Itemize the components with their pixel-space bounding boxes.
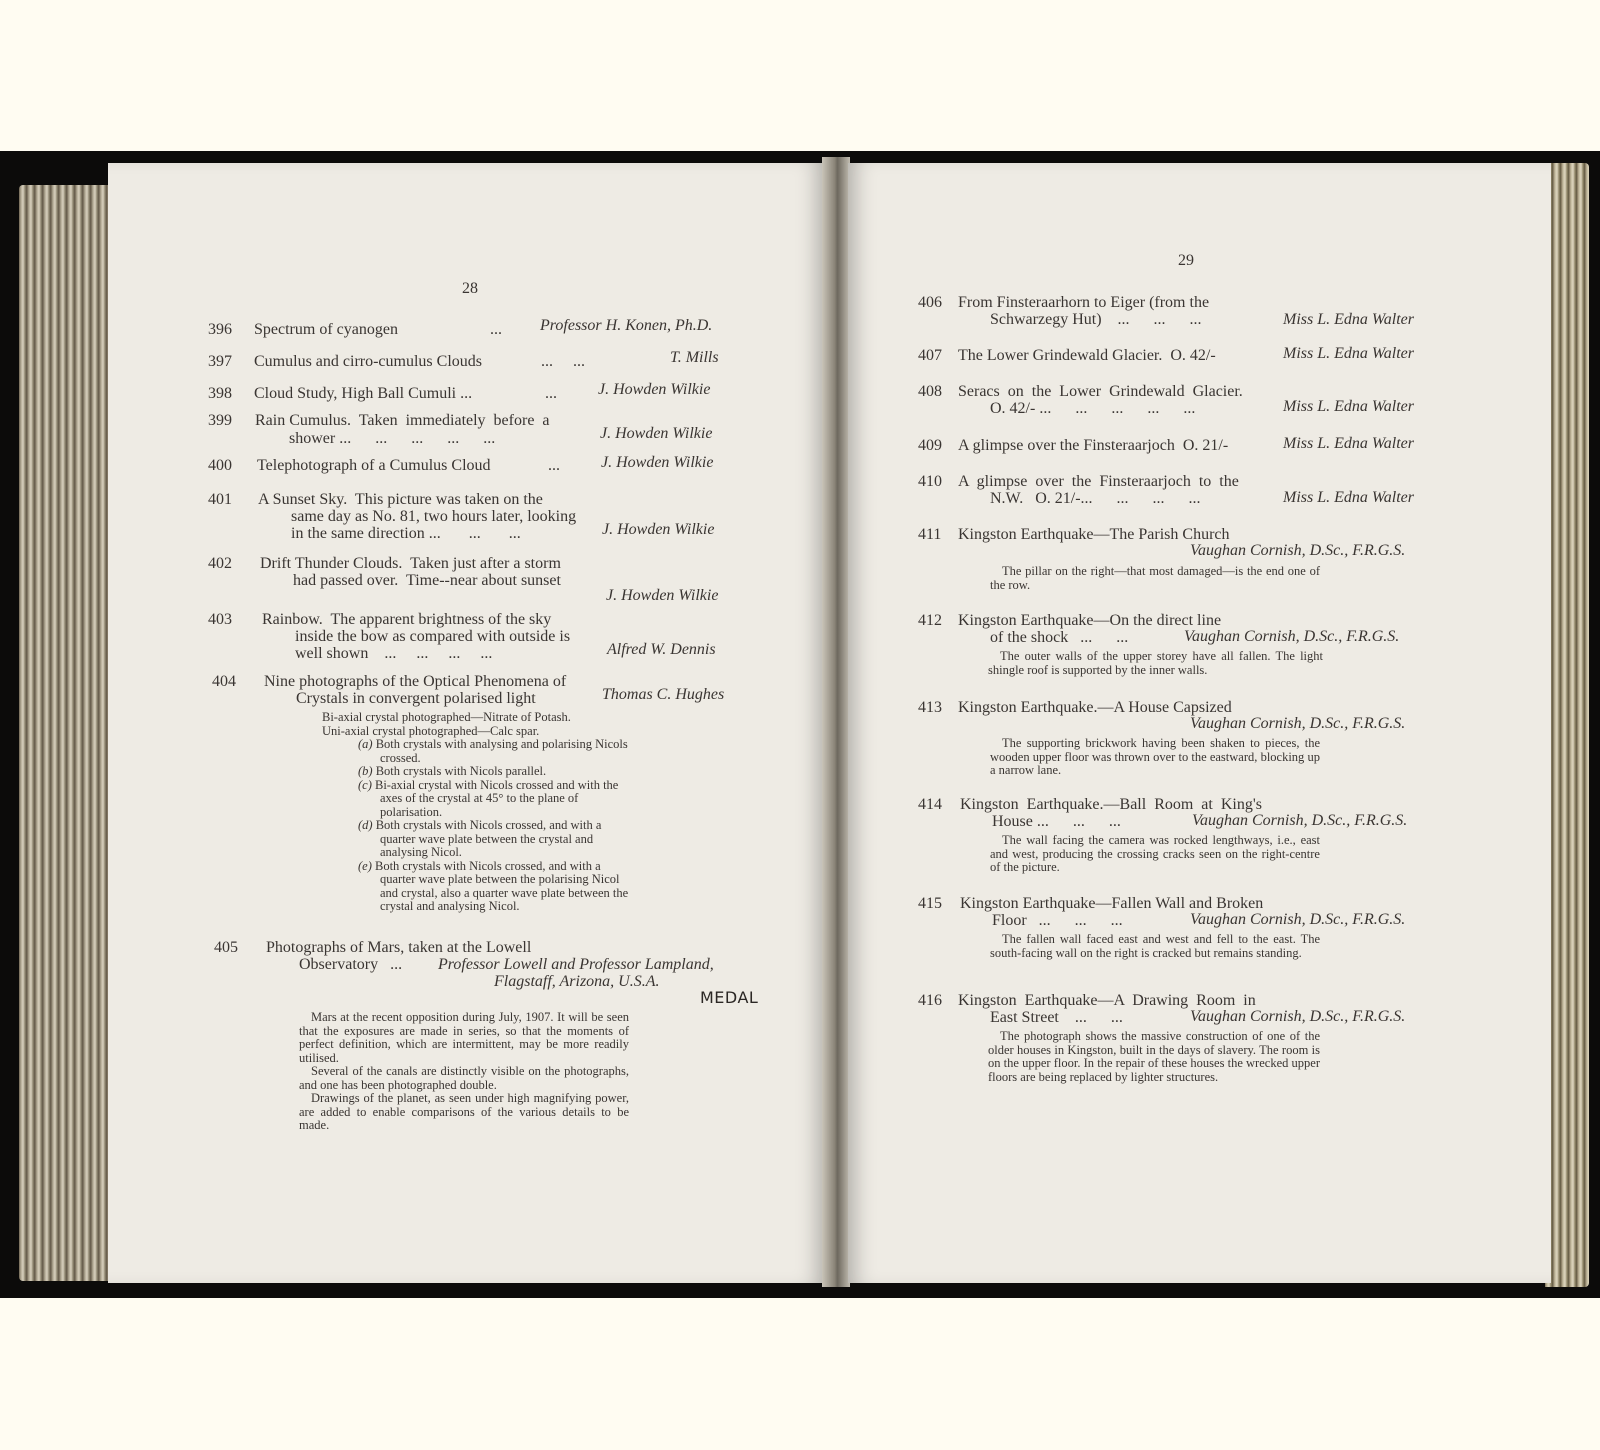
catalogue-entry [918,895,1548,981]
entry-number: 401 [208,491,232,508]
entry-title: Rainbow. The apparent brightness of the sky [262,611,552,628]
entry-number: 406 [918,294,942,311]
entry-continuation: O. 42/- ... ... ... ... ... [990,400,1196,417]
entry-number: 405 [214,939,238,956]
note-sub-item: (b) Both crystals with Nicols parallel. [358,764,547,778]
entry-title: Rain Cumulus. Taken immediately before a [255,412,550,429]
entry-title: Photographs of Mars, taken at the Lowell [266,939,532,956]
left-page [108,163,824,1283]
note-line: Bi-axial crystal photographed—Nitrate of Potash. [322,710,571,724]
entry-continuation: well shown ... ... ... ... [295,645,493,662]
entry-continuation: of the shock ... ... [990,629,1129,646]
entry-author: Vaughan Cornish, D.Sc., F.R.G.S. [1190,715,1406,732]
entry-title: A glimpse over the Finsteraarjoch O. 21/- [958,437,1229,454]
entry-continuation: had passed over. Time--near about sunset [293,572,561,589]
catalogue-entry [918,526,1548,596]
entry-continuation: in the same direction ... ... ... [291,525,521,542]
entry-number: 400 [208,457,232,474]
entry-author: Vaughan Cornish, D.Sc., F.R.G.S. [1190,911,1406,928]
entry-number: 407 [918,347,942,364]
catalogue-entry [918,796,1548,882]
entry-continuation: Observatory ... [299,956,403,973]
page-number: 29 [1178,252,1194,269]
entry-continuation: N.W. O. 21/-... ... ... ... [990,490,1201,507]
entry-title: A Sunset Sky. This picture was taken on the [258,491,543,508]
entry-author: Miss L. Edna Walter [1283,311,1414,328]
catalogue-entry [208,412,848,452]
entry-author: Alfred W. Dennis [607,641,716,658]
entry-author: Vaughan Cornish, D.Sc., F.R.G.S. [1184,628,1400,645]
entry-continuation: Crystals in convergent polarised light [296,690,536,707]
catalogue-entry [214,939,854,1139]
entry-number: 410 [918,473,942,490]
entry-title: Kingston Earthquake.—A House Capsized [958,699,1232,716]
entry-number: 413 [918,699,942,716]
catalogue-entry [918,437,1548,457]
entry-author: J. Howden Wilkie [606,587,719,604]
entry-continuation: House ... ... ... [992,813,1121,830]
entry-author: Miss L. Edna Walter [1283,398,1414,415]
entry-continuation: Floor ... ... ... [992,912,1123,929]
entry-title: Cloud Study, High Ball Cumuli ... [254,385,473,402]
book-gutter [822,157,850,1287]
entry-note [322,711,632,914]
entry-author: Professor H. Konen, Ph.D. [540,317,713,334]
entry-author: J. Howden Wilkie [602,521,715,538]
entry-author: Vaughan Cornish, D.Sc., F.R.G.S. [1192,812,1408,829]
entry-number: 397 [208,353,232,370]
entry-title: Nine photographs of the Optical Phenomena of [264,673,567,690]
entry-author: T. Mills [670,349,719,366]
entry-author: Vaughan Cornish, D.Sc., F.R.G.S. [1190,542,1406,559]
note-paragraph: Several of the canals are distinctly visible on the photographs, and one has been photographed double. [299,1064,629,1092]
catalogue-entry [208,317,848,341]
note-line: Uni-axial crystal photographed—Calc spar. [322,723,540,738]
entry-leader: ... [548,457,560,474]
note-sub-item: (d) Both crystals with Nicols crossed, and with a quarter wave plate between the crystal and analysing Nicol. [358,818,602,859]
entry-author: Professor Lowell and Professor Lampland, [438,956,714,973]
entry-number: 398 [208,385,232,402]
note-sub-item: (a) Both crystals with analysing and polarising Nicols crossed. [358,737,628,765]
entry-continuation: same day as No. 81, two hours later, looking [291,508,577,525]
entry-number: 402 [208,555,232,572]
note-sub-item: (e) Both crystals with Nicols crossed, and with a quarter wave plate between the polarising Nicol and crystal, also a quarter wave plate between the crystal and analysing Nicol. [358,858,629,913]
entry-continuation: shower ... ... ... ... ... [289,430,496,447]
entry-number: 416 [918,992,942,1009]
entry-title: Drift Thunder Clouds. Taken just after a storm [260,555,561,572]
entry-note: The fallen wall faced east and west and fell to the east. The south-facing wall on the right is cracked but remains standing. [990,932,1320,960]
note-sub-item: (c) Bi-axial crystal with Nicols crossed and with the axes of the crystal at 45° to the plane of polarisation. [358,777,619,819]
right-page-edges [1545,163,1589,1287]
entry-number: 411 [918,526,942,543]
entry-note: The photograph shows the massive construction of one of the older houses in Kingston, built in the days of slavery. The room is on the upper floor. In the repair of these houses the wrecked upper floors are being replaced by lighter structures. [988,1029,1320,1084]
entry-author: J. Howden Wilkie [601,454,714,471]
entry-leader: ... ... [541,353,585,370]
page-number: 28 [462,280,478,297]
catalogue-entry [208,555,848,611]
catalogue-entry [208,349,848,373]
entry-title: Telephotograph of a Cumulus Cloud [257,457,491,474]
entry-author: Miss L. Edna Walter [1283,435,1414,452]
catalogue-entry [918,699,1548,785]
entry-author-location: Flagstaff, Arizona, U.S.A. [494,973,660,990]
entry-number: 403 [208,611,232,628]
entry-title: A glimpse over the Finsteraarjoch to the [958,473,1239,490]
entry-author: Thomas C. Hughes [602,686,725,703]
catalogue-entry [918,612,1548,684]
entry-title: Kingston Earthquake—A Drawing Room in [958,992,1256,1009]
entry-title: Spectrum of cyanogen [254,321,398,338]
entry-title: From Finsteraarhorn to Eiger (from the [958,294,1210,311]
entry-number: 408 [918,383,942,400]
catalogue-entry [208,454,848,477]
entry-author: Vaughan Cornish, D.Sc., F.R.G.S. [1190,1008,1406,1025]
entry-number: 404 [212,673,236,690]
entry-number: 415 [918,895,942,912]
entry-author: J. Howden Wilkie [598,381,711,398]
entry-title: Kingston Earthquake—Fallen Wall and Broken [960,895,1264,912]
entry-number: 409 [918,437,942,454]
entry-title: The Lower Grindewald Glacier. O. 42/- [958,347,1216,364]
entry-continuation: East Street ... ... [990,1009,1123,1026]
entry-author: Miss L. Edna Walter [1283,489,1414,506]
entry-number: 399 [208,412,232,429]
catalogue-entry [918,294,1548,334]
catalogue-entry [918,473,1548,513]
medal-award: MEDAL [700,988,759,1007]
catalogue-entry [208,611,848,667]
entry-author: Miss L. Edna Walter [1283,345,1414,362]
left-page-edges [19,185,113,1281]
entry-note: The wall facing the camera was rocked lengthways, i.e., east and west, producing the crossing cracks seen on the right-centre of the picture. [990,833,1320,874]
catalogue-entry [208,381,848,405]
entry-title: Seracs on the Lower Grindewald Glacier. [958,383,1243,400]
entry-title: Kingston Earthquake—On the direct line [958,612,1222,629]
entry-title: Kingston Earthquake—The Parish Church [958,526,1230,543]
entry-leader: ... [490,321,502,338]
entry-continuation: inside the bow as compared with outside is [295,628,571,645]
entry-title: Kingston Earthquake.—Ball Room at King's [960,796,1262,813]
entry-note [299,1011,629,1133]
note-paragraph: Drawings of the planet, as seen under high magnifying power, are added to enable comparisons of the various details to be made. [299,1091,629,1132]
catalogue-entry [918,347,1548,367]
entry-number: 396 [208,321,232,338]
entry-note: The outer walls of the upper storey have all fallen. The light shingle roof is supported by the inner walls. [988,649,1323,677]
right-page [848,163,1551,1283]
entry-number: 414 [918,796,942,813]
entry-continuation: Schwarzegy Hut) ... ... ... [990,311,1202,328]
catalogue-entry [208,491,848,547]
catalogue-entry [212,673,852,935]
entry-leader: ... [545,385,557,402]
entry-number: 412 [918,612,942,629]
entry-author: J. Howden Wilkie [600,425,713,442]
entry-title: Cumulus and cirro-cumulus Clouds [254,353,482,370]
catalogue-entry [918,383,1548,423]
entry-note: The pillar on the right—that most damaged—is the end one of the row. [990,564,1320,592]
catalogue-entry [918,992,1548,1102]
open-book [0,151,1600,1298]
note-paragraph: Mars at the recent opposition during July, 1907. It will be seen that the exposures are made in series, so that the moments of perfect definition, which are intermittent, may be more readily utilised. [299,1010,629,1065]
entry-note: The supporting brickwork having been shaken to pieces, the wooden upper floor was thrown over to the eastward, blocking up a narrow lane. [990,736,1320,777]
